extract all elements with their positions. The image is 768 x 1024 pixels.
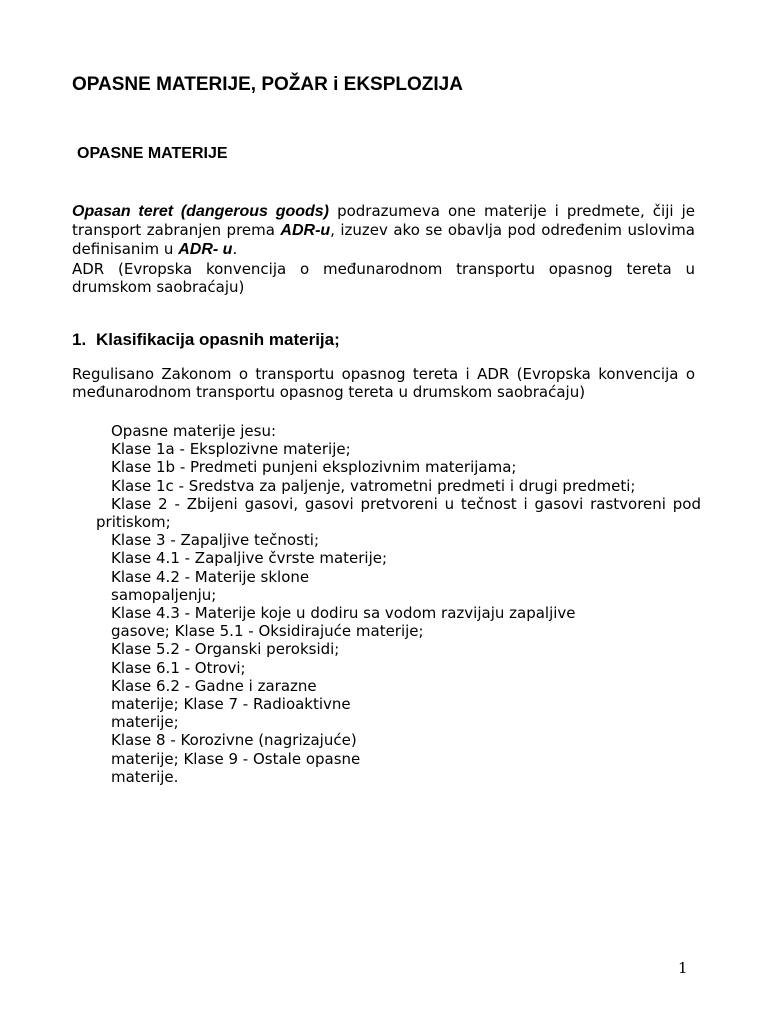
intro-paragraph xyxy=(72,202,695,296)
regulation-paragraph: Regulisano Zakonom o transportu opasnog tereta i ADR (Evropska konvencija o međunarodnom transportu opasnog tereta u drumskom saobraćaju) xyxy=(72,365,695,402)
intro-text-1: podrazumeva one materije i predmete, čiji je transport zabranjen prema xyxy=(72,202,695,240)
heading-text: Klasifikacija opasnih materija; xyxy=(96,330,340,349)
list-item: Klase 6.1 - Otrovi; xyxy=(111,658,246,677)
list-item: Klase 6.2 - Gadne i zarazne xyxy=(111,676,317,695)
adr-definition: ADR (Evropska konvencija o međunarodnom transportu opasnog tereta u drumskom saobraćaju) xyxy=(72,259,695,296)
intro-text-2: , izuzev ako se obavlja pod određenim uslovima definisanim u xyxy=(72,221,695,259)
heading-number: 1. xyxy=(72,330,87,349)
list-item: gasove; Klase 5.1 - Oksidirajuće materije; xyxy=(111,622,424,641)
list-item: Klase 4.2 - Materije sklone xyxy=(111,567,310,586)
intro-text-3: . xyxy=(232,240,238,259)
page-number: 1 xyxy=(678,959,688,977)
list-item: Klase 1b - Predmeti punjeni eksplozivnim materijama; xyxy=(111,458,517,477)
list-item: Klase 1c - Sredstva za paljenje, vatrometni predmeti i drugi predmeti; xyxy=(111,476,636,495)
list-item: materije; Klase 7 - Radioaktivne xyxy=(111,695,351,714)
list-item: Klase 1a - Eksplozivne materije; xyxy=(111,440,351,459)
section-title: OPASNE MATERIJE xyxy=(77,145,228,162)
list-item: materije. xyxy=(111,767,179,786)
classification-heading xyxy=(72,329,340,351)
list-item: Klase 2 - Zbijeni gasovi, gasovi pretvoreni u tečnost i gasovi rastvoreni pod pritiskom; xyxy=(96,494,701,532)
list-item: materije; Klase 9 - Ostale opasne xyxy=(111,749,361,768)
adr-u-term-2: ADR- u xyxy=(178,241,233,259)
list-item: Klase 8 - Korozivne (nagrizajuće) xyxy=(111,731,357,750)
list-item: materije; xyxy=(111,713,179,732)
list-item: Klase 4.3 - Materije koje u dodiru sa vodom razvijaju zapaljive xyxy=(111,604,576,623)
list-item: Klase 4.1 - Zapaljive čvrste materije; xyxy=(111,549,388,568)
document-title: OPASNE MATERIJE, POŽAR i EKSPLOZIJA xyxy=(72,74,463,95)
list-item: Klase 3 - Zapaljive tečnosti; xyxy=(111,531,320,550)
list-item: Klase 5.2 - Organski peroksidi; xyxy=(111,640,340,659)
adr-u-term: ADR-u xyxy=(280,222,331,240)
list-item: samopaljenju; xyxy=(111,585,217,604)
list-intro: Opasne materije jesu: xyxy=(111,422,277,440)
hazard-class-list xyxy=(96,422,701,786)
term-dangerous-goods: Opasan teret (dangerous goods) xyxy=(72,203,330,220)
